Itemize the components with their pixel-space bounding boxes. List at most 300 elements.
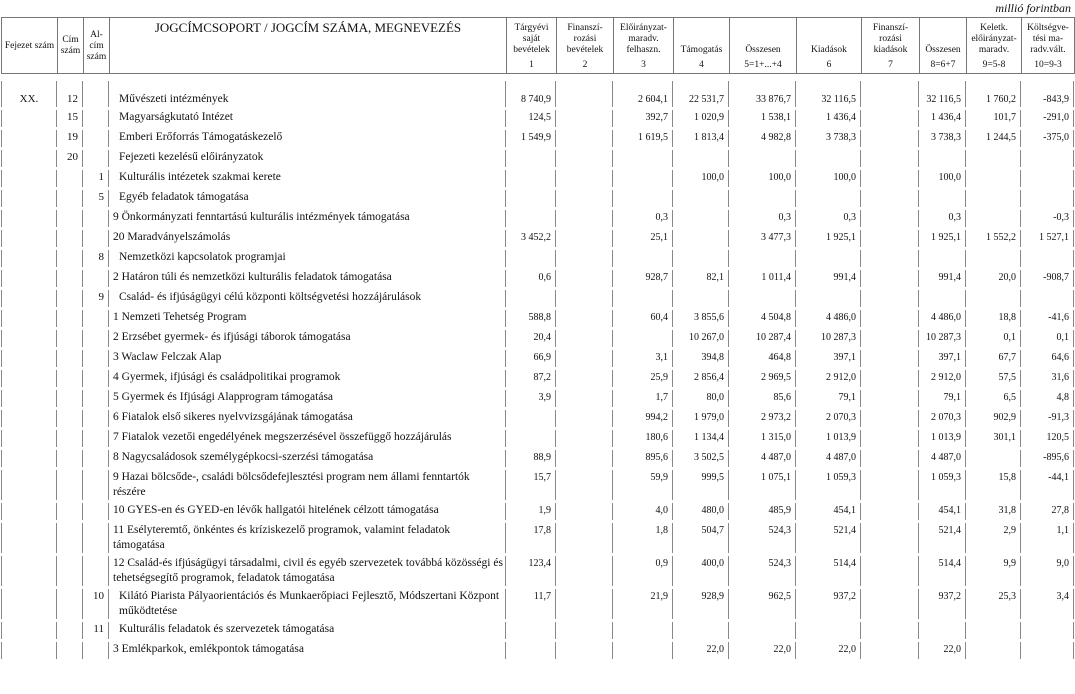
header-col-2 <box>557 18 614 74</box>
alcim-cell: 1 <box>83 170 109 187</box>
value-cell-col5: 22,0 <box>729 642 796 659</box>
cim-cell: 19 <box>57 130 83 147</box>
value-cell-col7 <box>861 410 919 427</box>
value-cell-col1: 1 549,9 <box>506 130 556 147</box>
header-col-number: 10=9-3 <box>1034 60 1062 70</box>
cim-cell <box>57 190 83 207</box>
value-cell-col1: 588,8 <box>506 310 556 327</box>
header-col-label: Előirányzat- maradv. felhaszn. <box>620 23 667 55</box>
alcim-cell <box>83 81 109 107</box>
fejezet-cell <box>1 290 57 307</box>
value-cell-col2 <box>556 556 613 586</box>
value-cell-col2 <box>556 370 613 387</box>
fejezet-cell <box>1 350 57 367</box>
value-cell-col9 <box>966 622 1021 639</box>
alcim-cell <box>83 310 109 327</box>
value-cell-col6: 10 287,3 <box>796 330 861 347</box>
fejezet-cell <box>1 230 57 247</box>
value-cell-col10: -908,7 <box>1021 270 1074 287</box>
value-cell-col9: 9,9 <box>966 556 1021 586</box>
value-cell-col9 <box>966 150 1021 167</box>
header-alcim: Al- cím szám <box>84 18 110 74</box>
table-row <box>1 81 1074 107</box>
value-cell-col6: 1 925,1 <box>796 230 861 247</box>
value-cell-col8: 521,4 <box>919 523 966 553</box>
value-cell-col7 <box>861 470 919 500</box>
value-cell-col3: 4,0 <box>613 503 673 520</box>
value-cell-col9: 57,5 <box>966 370 1021 387</box>
fejezet-cell <box>1 430 57 447</box>
cim-cell <box>57 270 83 287</box>
cim-cell <box>57 430 83 447</box>
name-cell: 2 Erzsébet gyermek- és ifjúsági táborok támogatása <box>109 330 506 347</box>
value-cell-col3 <box>613 170 673 187</box>
name-cell: Nemzetközi kapcsolatok programjai <box>109 250 506 267</box>
value-cell-col6: 100,0 <box>796 170 861 187</box>
value-cell-col7 <box>861 210 919 227</box>
table-row <box>1 310 1074 327</box>
value-cell-col9: 25,3 <box>966 589 1021 619</box>
header-col-label: Összesen <box>925 45 961 55</box>
cim-cell <box>57 470 83 500</box>
value-cell-col4 <box>673 190 729 207</box>
value-cell-col8: 3 738,3 <box>919 130 966 147</box>
value-cell-col4: 100,0 <box>673 170 729 187</box>
value-cell-col3 <box>613 250 673 267</box>
value-cell-col7 <box>861 642 919 659</box>
alcim-cell <box>83 130 109 147</box>
value-cell-col8 <box>919 622 966 639</box>
value-cell-col4 <box>673 622 729 639</box>
value-cell-col4: 928,9 <box>673 589 729 619</box>
alcim-cell <box>83 110 109 127</box>
value-cell-col9 <box>966 290 1021 307</box>
name-cell: Művészeti intézmények <box>109 81 506 107</box>
alcim-cell <box>83 556 109 586</box>
value-cell-col1: 8 740,9 <box>506 81 556 107</box>
value-cell-col9: 902,9 <box>966 410 1021 427</box>
value-cell-col7 <box>861 250 919 267</box>
value-cell-col9 <box>966 210 1021 227</box>
value-cell-col5: 464,8 <box>729 350 796 367</box>
value-cell-col8: 4 487,0 <box>919 450 966 467</box>
value-cell-col2 <box>556 470 613 500</box>
header-col-4 <box>674 18 730 74</box>
value-cell-col8: 10 287,3 <box>919 330 966 347</box>
table-row <box>1 642 1074 659</box>
value-cell-col8 <box>919 290 966 307</box>
header-col-label: Támogatás <box>680 45 723 55</box>
value-cell-col6: 4 487,0 <box>796 450 861 467</box>
value-cell-col4 <box>673 210 729 227</box>
header-col-number: 4 <box>699 60 704 70</box>
value-cell-col3: 180,6 <box>613 430 673 447</box>
value-cell-col1 <box>506 290 556 307</box>
value-cell-col4: 1 134,4 <box>673 430 729 447</box>
value-cell-col5 <box>729 290 796 307</box>
cim-cell <box>57 503 83 520</box>
fejezet-cell <box>1 370 57 387</box>
value-cell-col8: 454,1 <box>919 503 966 520</box>
value-cell-col10: 4,8 <box>1021 390 1074 407</box>
name-cell: 5 Gyermek és Ifjúsági Alapprogram támogatása <box>109 390 506 407</box>
fejezet-cell <box>1 250 57 267</box>
value-cell-col2 <box>556 450 613 467</box>
value-cell-col10: 9,0 <box>1021 556 1074 586</box>
header-col-number: 7 <box>888 60 893 70</box>
alcim-cell <box>83 642 109 659</box>
cim-cell <box>57 622 83 639</box>
alcim-cell <box>83 430 109 447</box>
value-cell-col8 <box>919 190 966 207</box>
value-cell-col9: 18,8 <box>966 310 1021 327</box>
value-cell-col10: 1 527,1 <box>1021 230 1074 247</box>
value-cell-col4 <box>673 250 729 267</box>
value-cell-col10: -843,9 <box>1021 81 1074 107</box>
value-cell-col2 <box>556 310 613 327</box>
value-cell-col1: 124,5 <box>506 110 556 127</box>
value-cell-col3: 25,1 <box>613 230 673 247</box>
value-cell-col1: 123,4 <box>506 556 556 586</box>
value-cell-col6: 521,4 <box>796 523 861 553</box>
value-cell-col2 <box>556 642 613 659</box>
table-row <box>1 503 1074 520</box>
name-cell: 3 Emlékparkok, emlékpontok támogatása <box>109 642 506 659</box>
header-col-label: Költségve- tési ma- radv.vált. <box>1027 23 1069 55</box>
value-cell-col10: 3,4 <box>1021 589 1074 619</box>
value-cell-col9: 2,9 <box>966 523 1021 553</box>
value-cell-col10: -41,6 <box>1021 310 1074 327</box>
cim-cell <box>57 230 83 247</box>
value-cell-col5: 4 487,0 <box>729 450 796 467</box>
value-cell-col9: 101,7 <box>966 110 1021 127</box>
name-cell: 1 Nemzeti Tehetség Program <box>109 310 506 327</box>
value-cell-col7 <box>861 556 919 586</box>
value-cell-col8: 937,2 <box>919 589 966 619</box>
alcim-cell <box>83 270 109 287</box>
cim-cell <box>57 170 83 187</box>
fejezet-cell: XX. <box>1 81 57 107</box>
value-cell-col7 <box>861 430 919 447</box>
value-cell-col8: 2 912,0 <box>919 370 966 387</box>
value-cell-col6: 32 116,5 <box>796 81 861 107</box>
value-cell-col3 <box>613 150 673 167</box>
value-cell-col5: 2 973,2 <box>729 410 796 427</box>
value-cell-col2 <box>556 270 613 287</box>
header-col-number: 1 <box>529 60 534 70</box>
value-cell-col7 <box>861 81 919 107</box>
fejezet-cell <box>1 642 57 659</box>
fejezet-cell <box>1 110 57 127</box>
fejezet-cell <box>1 622 57 639</box>
value-cell-col5 <box>729 150 796 167</box>
header-col-label: Összesen <box>745 45 781 55</box>
value-cell-col3 <box>613 330 673 347</box>
fejezet-cell <box>1 410 57 427</box>
header-col-3 <box>614 18 674 74</box>
value-cell-col9: 1 760,2 <box>966 81 1021 107</box>
value-cell-col8: 2 070,3 <box>919 410 966 427</box>
value-cell-col4 <box>673 150 729 167</box>
cim-cell <box>57 410 83 427</box>
table-row <box>1 130 1074 147</box>
value-cell-col1: 0,6 <box>506 270 556 287</box>
header-col-7 <box>862 18 920 74</box>
table-row <box>1 370 1074 387</box>
value-cell-col2 <box>556 130 613 147</box>
name-cell: 2 Határon túli és nemzetközi kulturális feladatok támogatása <box>109 270 506 287</box>
value-cell-col1: 3 452,2 <box>506 230 556 247</box>
value-cell-col5: 4 504,8 <box>729 310 796 327</box>
value-cell-col8 <box>919 250 966 267</box>
name-cell: Fejezeti kezelésű előirányzatok <box>109 150 506 167</box>
value-cell-col1 <box>506 210 556 227</box>
value-cell-col5: 10 287,4 <box>729 330 796 347</box>
value-cell-col8: 32 116,5 <box>919 81 966 107</box>
name-cell: Kulturális feladatok és szervezetek támogatása <box>109 622 506 639</box>
header-col-label: Kiadások <box>811 45 847 55</box>
value-cell-col4: 394,8 <box>673 350 729 367</box>
table-row <box>1 290 1074 307</box>
value-cell-col7 <box>861 310 919 327</box>
cim-cell: 15 <box>57 110 83 127</box>
fejezet-cell <box>1 270 57 287</box>
header-col-label: Finanszí- rozási kiadások <box>872 23 909 55</box>
value-cell-col3: 1 619,5 <box>613 130 673 147</box>
fejezet-cell <box>1 210 57 227</box>
value-cell-col1: 11,7 <box>506 589 556 619</box>
value-cell-col3: 21,9 <box>613 589 673 619</box>
cim-cell <box>57 290 83 307</box>
value-cell-col7 <box>861 130 919 147</box>
value-cell-col1 <box>506 410 556 427</box>
value-cell-col3 <box>613 190 673 207</box>
cim-cell <box>57 589 83 619</box>
value-cell-col7 <box>861 290 919 307</box>
value-cell-col10: 31,6 <box>1021 370 1074 387</box>
value-cell-col8: 0,3 <box>919 210 966 227</box>
value-cell-col7 <box>861 170 919 187</box>
cim-cell <box>57 310 83 327</box>
alcim-cell <box>83 470 109 500</box>
value-cell-col10: -44,1 <box>1021 470 1074 500</box>
name-cell: Emberi Erőforrás Támogatáskezelő <box>109 130 506 147</box>
value-cell-col7 <box>861 270 919 287</box>
value-cell-col5: 1 538,1 <box>729 110 796 127</box>
value-cell-col10 <box>1021 190 1074 207</box>
alcim-cell: 8 <box>83 250 109 267</box>
name-cell: 3 Waclaw Felczak Alap <box>109 350 506 367</box>
value-cell-col9: 1 244,5 <box>966 130 1021 147</box>
value-cell-col9: 31,8 <box>966 503 1021 520</box>
alcim-cell <box>83 350 109 367</box>
value-cell-col1 <box>506 190 556 207</box>
header-cim: Cím szám <box>58 18 84 74</box>
header-col-number: 6 <box>826 60 832 70</box>
value-cell-col8: 514,4 <box>919 556 966 586</box>
alcim-cell: 9 <box>83 290 109 307</box>
header-col-number: 8=6+7 <box>930 60 956 70</box>
value-cell-col2 <box>556 290 613 307</box>
value-cell-col8: 1 013,9 <box>919 430 966 447</box>
value-cell-col10: 120,5 <box>1021 430 1074 447</box>
table-row <box>1 430 1074 447</box>
value-cell-col10: -895,6 <box>1021 450 1074 467</box>
table-row <box>1 150 1074 167</box>
cim-cell: 12 <box>57 81 83 107</box>
table-row <box>1 170 1074 187</box>
value-cell-col2 <box>556 589 613 619</box>
value-cell-col4: 480,0 <box>673 503 729 520</box>
value-cell-col10 <box>1021 622 1074 639</box>
alcim-cell <box>83 230 109 247</box>
value-cell-col10: -0,3 <box>1021 210 1074 227</box>
table-row <box>1 450 1074 467</box>
value-cell-col7 <box>861 503 919 520</box>
name-cell: 12 Család-és ifjúságügyi társadalmi, civil és egyéb szervezetek továbbá közösségi és tehetségsegítő programok, feladatok támogatása <box>109 556 506 586</box>
value-cell-col7 <box>861 190 919 207</box>
fejezet-cell <box>1 130 57 147</box>
table-header <box>1 17 1075 74</box>
value-cell-col6: 0,3 <box>796 210 861 227</box>
cim-cell <box>57 390 83 407</box>
value-cell-col6: 1 436,4 <box>796 110 861 127</box>
alcim-cell <box>83 330 109 347</box>
value-cell-col3 <box>613 622 673 639</box>
name-cell: 6 Fiatalok első sikeres nyelvvizsgájának támogatása <box>109 410 506 427</box>
value-cell-col3: 895,6 <box>613 450 673 467</box>
value-cell-col8: 22,0 <box>919 642 966 659</box>
table-row <box>1 210 1074 227</box>
value-cell-col3: 25,9 <box>613 370 673 387</box>
name-cell: Egyéb feladatok támogatása <box>109 190 506 207</box>
value-cell-col5: 962,5 <box>729 589 796 619</box>
table-row <box>1 390 1074 407</box>
fejezet-cell <box>1 470 57 500</box>
alcim-cell: 11 <box>83 622 109 639</box>
value-cell-col4: 3 502,5 <box>673 450 729 467</box>
value-cell-col6: 79,1 <box>796 390 861 407</box>
value-cell-col9: 67,7 <box>966 350 1021 367</box>
value-cell-col3: 2 604,1 <box>613 81 673 107</box>
value-cell-col3: 1,7 <box>613 390 673 407</box>
header-col-label: Tárgyévi saját bevételek <box>513 23 550 55</box>
value-cell-col6 <box>796 150 861 167</box>
cim-cell <box>57 250 83 267</box>
value-cell-col8: 1 925,1 <box>919 230 966 247</box>
cim-cell <box>57 210 83 227</box>
value-cell-col5: 1 075,1 <box>729 470 796 500</box>
value-cell-col5: 524,3 <box>729 523 796 553</box>
value-cell-col6: 3 738,3 <box>796 130 861 147</box>
value-cell-col8: 4 486,0 <box>919 310 966 327</box>
value-cell-col9: 1 552,2 <box>966 230 1021 247</box>
value-cell-col5 <box>729 190 796 207</box>
fejezet-cell <box>1 150 57 167</box>
value-cell-col5: 33 876,7 <box>729 81 796 107</box>
value-cell-col10: -91,3 <box>1021 410 1074 427</box>
value-cell-col6: 454,1 <box>796 503 861 520</box>
fejezet-cell <box>1 556 57 586</box>
name-cell: Magyarságkutató Intézet <box>109 110 506 127</box>
value-cell-col10 <box>1021 290 1074 307</box>
value-cell-col6 <box>796 190 861 207</box>
value-cell-col4: 504,7 <box>673 523 729 553</box>
value-cell-col2 <box>556 230 613 247</box>
value-cell-col7 <box>861 370 919 387</box>
value-cell-col5 <box>729 622 796 639</box>
name-cell: 4 Gyermek, ifjúsági és családpolitikai programok <box>109 370 506 387</box>
cim-cell <box>57 523 83 553</box>
alcim-cell <box>83 503 109 520</box>
value-cell-col7 <box>861 450 919 467</box>
table-row <box>1 230 1074 247</box>
alcim-cell <box>83 450 109 467</box>
value-cell-col3: 928,7 <box>613 270 673 287</box>
value-cell-col8: 79,1 <box>919 390 966 407</box>
value-cell-col7 <box>861 622 919 639</box>
value-cell-col3: 1,8 <box>613 523 673 553</box>
value-cell-col2 <box>556 330 613 347</box>
value-cell-col1: 88,9 <box>506 450 556 467</box>
fejezet-cell <box>1 523 57 553</box>
cim-cell <box>57 350 83 367</box>
table-row <box>1 523 1074 553</box>
value-cell-col5: 524,3 <box>729 556 796 586</box>
table-row <box>1 330 1074 347</box>
value-cell-col6: 22,0 <box>796 642 861 659</box>
value-cell-col5: 0,3 <box>729 210 796 227</box>
table-row <box>1 190 1074 207</box>
value-cell-col8: 100,0 <box>919 170 966 187</box>
value-cell-col10: 1,1 <box>1021 523 1074 553</box>
alcim-cell <box>83 150 109 167</box>
value-cell-col3 <box>613 290 673 307</box>
value-cell-col8: 991,4 <box>919 270 966 287</box>
header-col-1 <box>507 18 557 74</box>
value-cell-col4 <box>673 230 729 247</box>
table-row <box>1 556 1074 586</box>
header-col-label: Finanszí- rozási bevételek <box>566 23 604 55</box>
value-cell-col5: 2 969,5 <box>729 370 796 387</box>
value-cell-col1: 3,9 <box>506 390 556 407</box>
alcim-cell <box>83 370 109 387</box>
cim-cell <box>57 370 83 387</box>
value-cell-col6 <box>796 290 861 307</box>
value-cell-col6: 937,2 <box>796 589 861 619</box>
cim-cell <box>57 642 83 659</box>
value-cell-col10: 27,8 <box>1021 503 1074 520</box>
value-cell-col2 <box>556 190 613 207</box>
value-cell-col2 <box>556 390 613 407</box>
value-cell-col6: 397,1 <box>796 350 861 367</box>
value-cell-col9: 15,8 <box>966 470 1021 500</box>
value-cell-col2 <box>556 523 613 553</box>
value-cell-col6: 991,4 <box>796 270 861 287</box>
value-cell-col7 <box>861 350 919 367</box>
unit-label: millió forintban <box>995 1 1071 15</box>
value-cell-col6: 4 486,0 <box>796 310 861 327</box>
alcim-cell <box>83 390 109 407</box>
fejezet-cell <box>1 503 57 520</box>
value-cell-col4: 10 267,0 <box>673 330 729 347</box>
value-cell-col10: -375,0 <box>1021 130 1074 147</box>
value-cell-col2 <box>556 110 613 127</box>
value-cell-col4: 80,0 <box>673 390 729 407</box>
value-cell-col9: 20,0 <box>966 270 1021 287</box>
value-cell-col6: 1 059,3 <box>796 470 861 500</box>
value-cell-col1 <box>506 150 556 167</box>
